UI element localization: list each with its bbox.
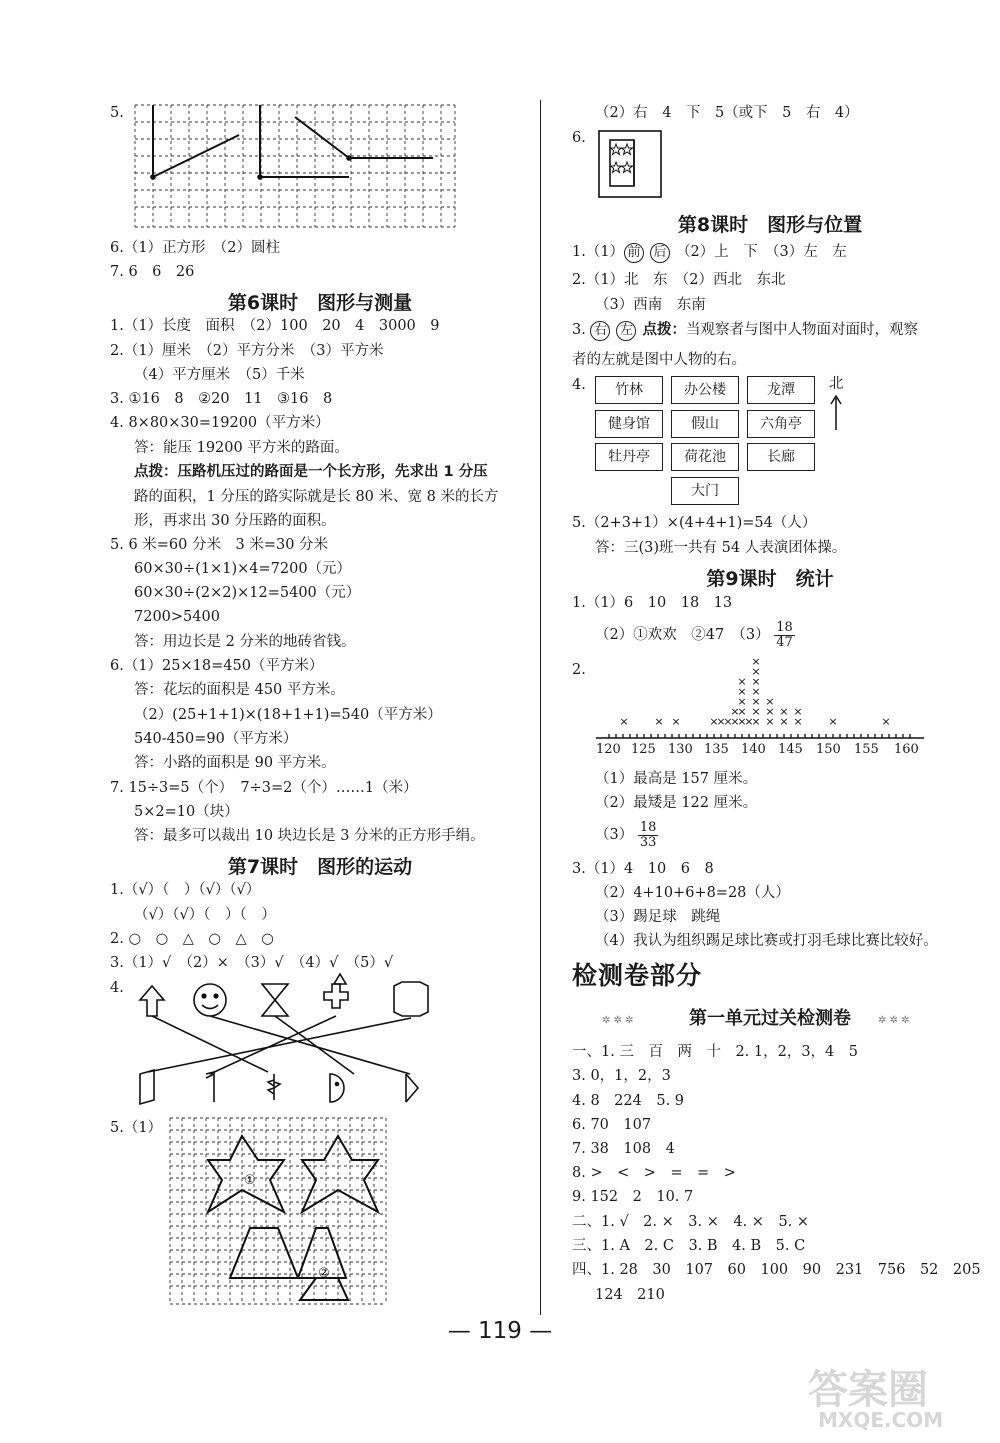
q8-1-line	[572, 242, 847, 263]
s6-line-18: 540-450=90（平方米）	[134, 731, 298, 747]
s6-line-15: 6.（1）25×18=450（平方米）	[110, 658, 324, 674]
q7-answer: 7. 6 6 26	[110, 264, 195, 280]
t-line-3: 4. 8 224 5. 9	[572, 1093, 685, 1109]
axis-label-145: 145	[778, 742, 803, 757]
axis-label-150: 150	[816, 742, 841, 757]
svg-text:×: ×	[751, 655, 761, 668]
q8-5-answer: 答：三(3)班一共有 54 人表演团体操。	[595, 540, 847, 556]
svg-text:×: ×	[751, 715, 761, 728]
test-section-heading: 检测卷部分	[572, 961, 703, 990]
q8-3-tip-label: 点拨：	[642, 322, 686, 338]
q8-3-circle-left: 左	[616, 321, 636, 341]
t-line-6: 8. > < > = = >	[572, 1165, 736, 1181]
q9-1-line-b-text: （2）①欢欢 ②47 （3）	[595, 627, 770, 643]
s6-line-11: 60×30÷(1×1)×4=7200（元）	[134, 561, 352, 577]
s6-line-9: 形，再求出 30 分压路的面积。	[134, 513, 336, 529]
axis-label-130: 130	[668, 742, 693, 757]
r-q6-number: 6.	[572, 130, 586, 146]
s6-line-8: 路的面积，1 分压的路实际就是长 80 米、宽 8 米的长方	[134, 489, 499, 505]
t-line-11: 124 210	[595, 1287, 665, 1303]
map-cell-bamboo: 竹林	[595, 376, 663, 404]
axis-label-135: 135	[704, 742, 729, 757]
unit-1-heading: 第一单元过关检测卷	[689, 1008, 851, 1029]
q8-2-line-b: （3）西南 东南	[595, 297, 706, 313]
svg-text:×: ×	[671, 715, 681, 728]
svg-text:×: ×	[737, 715, 747, 728]
s6-line-12: 60×30÷(2×2)×12=5400（元）	[134, 585, 361, 601]
svg-text:×: ×	[881, 715, 891, 728]
q9-2-line-b: （2）最矮是 122 厘米。	[595, 795, 758, 811]
s6-line-17: （2）(25+1+1)×(18+1+1)=540（平方米）	[134, 707, 442, 723]
s6-line-2: 2.（1）厘米 （2）平方分米 （3）平方米	[110, 343, 384, 359]
svg-text:×: ×	[765, 715, 775, 728]
svg-text:×: ×	[751, 705, 761, 718]
t-line-7: 9. 152 2 10. 7	[572, 1189, 694, 1205]
q9-1-fraction	[774, 621, 795, 650]
svg-text:×: ×	[751, 685, 761, 698]
svg-text:×: ×	[828, 715, 838, 728]
map-cell-office: 办公楼	[671, 376, 739, 404]
s6-line-6: 答：能压 19200 平方米的路面。	[134, 440, 349, 456]
q9-1-fraction-num: 18	[776, 619, 793, 635]
axis-label-140: 140	[741, 742, 766, 757]
q8-3-line-2: 者的左就是图中人物的右。	[572, 352, 746, 368]
svg-text:×: ×	[737, 695, 747, 708]
q9-1-fraction-den: 47	[776, 634, 793, 650]
unit-heading-ornament-left: ✲ ✲ ✲	[602, 1015, 634, 1026]
lesson-9-heading: 第9课时 统计	[706, 568, 834, 590]
q9-2-line-c-text: （3）	[595, 827, 634, 843]
lesson-7-heading: 第7课时 图形的运动	[227, 856, 413, 878]
svg-text:×: ×	[793, 715, 803, 728]
map-cell-hexagon-pavilion: 六角亭	[747, 410, 815, 438]
q8-3-prefix: 3.	[572, 322, 586, 338]
watermark-brand: 答案圈	[808, 1367, 928, 1413]
svg-text:×: ×	[716, 715, 726, 728]
svg-text:×: ×	[765, 695, 775, 708]
t-line-1: 一、1. 三 百 两 十 2. 1，2，3，4 5	[572, 1044, 859, 1060]
t-line-9: 三、1. A 2. C 3. B 4. B 5. C	[572, 1238, 806, 1254]
svg-text:×: ×	[723, 715, 733, 728]
star-label-1: ①	[244, 1173, 256, 1188]
s7-line-4: 3.（1）√ （2）× （3）√ （4）√ （5）√	[110, 955, 394, 971]
map-cell-lotus-pond: 荷花池	[671, 443, 739, 471]
svg-text:×: ×	[793, 705, 803, 718]
stars-box-figure	[598, 130, 662, 198]
t-line-2: 3. 0，1，2，3	[572, 1068, 671, 1084]
svg-text:×: ×	[709, 715, 719, 728]
map-cell-dragon-pool: 龙潭	[747, 376, 815, 404]
q9-2-fraction-den: 33	[639, 834, 657, 850]
svg-text:×: ×	[737, 685, 747, 698]
q8-1-prefix: 1.（1）	[572, 244, 625, 260]
map-cell-gym: 健身馆	[595, 410, 663, 438]
q8-3-circle-right: 右	[590, 321, 610, 341]
q9-2-fraction-num: 18	[639, 819, 657, 835]
t-line-8: 二、1. √ 2. × 3. × 4. × 5. ×	[572, 1214, 810, 1230]
star-label-2: ②	[318, 1266, 330, 1281]
column-divider	[540, 100, 541, 1315]
svg-text:×: ×	[751, 695, 761, 708]
svg-text:×: ×	[619, 715, 629, 728]
s6-line-14: 答：用边长是 2 分米的地砖省钱。	[134, 634, 356, 650]
q8-3-line	[572, 320, 918, 341]
north-arrow-icon	[829, 394, 843, 430]
svg-text:×: ×	[779, 705, 789, 718]
s6-line-5: 4. 8×80×30=19200（平方米）	[110, 415, 330, 431]
q8-4-number: 4.	[572, 377, 586, 393]
svg-text:×: ×	[751, 675, 761, 688]
s6-line-4: 3. ①16 8 ②20 11 ③16 8	[110, 391, 333, 407]
q9-3-line-b: （2）4+10+6+8=28（人）	[595, 885, 790, 901]
s6-line-21: 5×2=10（块）	[134, 804, 239, 820]
map-cell-rockery: 假山	[671, 410, 739, 438]
axis-label-125: 125	[631, 742, 656, 757]
s6-line-19: 答：小路的面积是 90 平方米。	[134, 755, 336, 771]
q9-2-number: 2.	[572, 662, 586, 678]
svg-text:×: ×	[765, 705, 775, 718]
watermark-url: MXQE.COM	[818, 1408, 944, 1432]
q9-3-line-d: （4）我认为组织踢足球比赛或打羽毛球比赛比较好。	[595, 933, 938, 949]
q9-3-line-a: 3.（1）4 10 6 8	[572, 861, 714, 877]
axis-label-155: 155	[854, 742, 879, 757]
q8-1-circle-back: 后	[650, 243, 670, 263]
q9-2-fraction	[638, 821, 659, 850]
s6-line-22: 答：最多可以裁出 10 块边长是 3 分米的正方形手绢。	[134, 828, 485, 844]
q5-number: 5.	[110, 105, 124, 121]
s6-line-3: （4）平方厘米 （5）千米	[134, 367, 305, 383]
q9-1-line-a: 1.（1）6 10 18 13	[572, 595, 733, 611]
s6-line-13: 7200>5400	[134, 609, 220, 625]
svg-text:×: ×	[744, 715, 754, 728]
axis-label-160: 160	[894, 742, 919, 757]
s7-line-6: 5.（1）	[110, 1120, 163, 1136]
s6-line-10: 5. 6 米=60 分米 3 米=30 分米	[110, 537, 329, 553]
t-line-4: 6. 70 107	[572, 1117, 652, 1133]
q9-1-line-b	[595, 620, 795, 650]
t-line-10: 四、1. 28 30 107 60 100 90 231 756 52 205	[572, 1262, 981, 1278]
north-label: 北	[829, 376, 844, 392]
q8-5-line: 5.（2+3+1）×(4+4+1)=54（人）	[572, 515, 817, 531]
q9-2-line-a: （1）最高是 157 厘米。	[595, 771, 758, 787]
svg-text:×: ×	[654, 715, 664, 728]
lesson-8-heading: 第8课时 图形与位置	[677, 214, 863, 236]
q8-1-circle-front: 前	[624, 243, 644, 263]
svg-text:×: ×	[751, 665, 761, 678]
s7-line-5: 4.	[110, 980, 124, 996]
s7-line-2: （√）（√）（ ）（ ）	[134, 907, 276, 923]
svg-text:×: ×	[730, 715, 740, 728]
lesson-6-heading: 第6课时 图形与测量	[227, 292, 413, 314]
t-line-5: 7. 38 108 4	[572, 1141, 675, 1157]
s6-line-1: 1.（1）长度 面积 （2）100 20 4 3000 9	[110, 318, 440, 334]
map-cell-corridor: 长廊	[747, 443, 815, 471]
q8-2-line-a: 2.（1）北 东 （2）西北 东北	[572, 272, 786, 288]
q6-answer: 6.（1）正方形 （2）圆柱	[110, 240, 281, 256]
svg-text:×: ×	[737, 675, 747, 688]
s6-line-20: 7. 15÷3=5（个） 7÷3=2（个）……1（米）	[110, 780, 418, 796]
svg-text:×: ×	[737, 705, 747, 718]
shape-matching-figure	[130, 978, 430, 1108]
svg-text:×: ×	[779, 715, 789, 728]
star-grid-figure	[170, 1118, 390, 1308]
q9-2-line-c	[595, 820, 658, 850]
map-cell-peony-pavilion: 牡丹亭	[595, 443, 663, 471]
s6-line-16: 答：花坛的面积是 450 平方米。	[134, 682, 345, 698]
s6-line-7: 点拨：压路机压过的路面是一个长方形，先求出 1 分压	[134, 464, 488, 480]
q9-3-line-c: （3）踢足球 跳绳	[595, 909, 721, 925]
q8-3-tip-text: 当观察者与图中人物面对面时，观察	[685, 322, 918, 338]
s7-line-3: 2. ○ ○ △ ○ △ ○	[110, 931, 274, 947]
map-cell-gate: 大门	[671, 477, 739, 505]
unit-heading-ornament-right: ✲ ✲ ✲	[878, 1015, 910, 1026]
svg-text:×: ×	[730, 705, 740, 718]
q8-1-rest: （2）上 下 （3）左 左	[676, 244, 847, 260]
s7-line-1: 1.（√）（ ）（√）（√）	[110, 882, 261, 898]
grid-drawing-q5	[135, 105, 457, 230]
page-number: — 119 —	[447, 1318, 553, 1344]
r-line-0: （2）右 4 下 5（或下 5 右 4）	[595, 105, 859, 121]
axis-label-120: 120	[596, 742, 621, 757]
